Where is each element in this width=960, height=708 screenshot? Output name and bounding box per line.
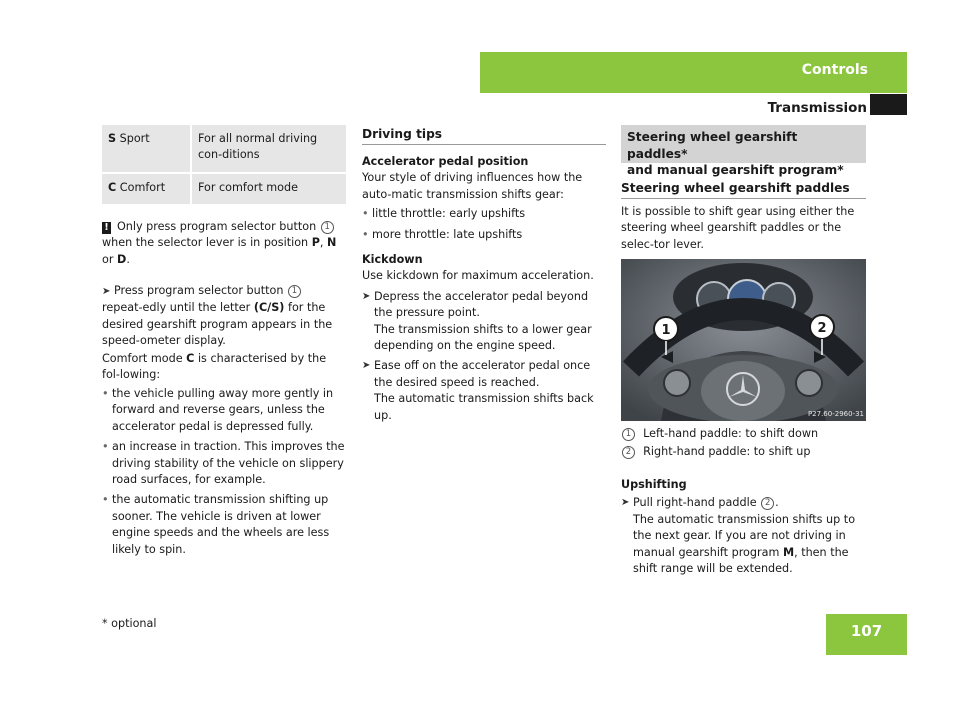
- step-result: The transmission shifts to a lower gear depending on the engine speed.: [374, 322, 592, 353]
- list-item: 2 Right-hand paddle: to shift up: [621, 444, 866, 460]
- table-row: [102, 125, 346, 173]
- instruction-step: ➤ Pull right-hand paddle 2 . The automatic transmission shifts up to the next gear. If you are not driving in manual gearshift program M, then the shift range will be extended.: [621, 495, 866, 577]
- section-heading: Steering wheel gearshift paddles: [621, 181, 850, 195]
- subheading: Accelerator pedal position: [362, 155, 529, 168]
- step-result: The automatic transmission shifts up to the next gear. If you are not driving in manual gearshift program M, then the shift range will be extended.: [633, 512, 856, 576]
- mode-name: Sport: [119, 132, 150, 145]
- footnote: * optional: [102, 617, 157, 630]
- list-item: • the vehicle pulling away more gently in forward and reverse gears, unless the accelerator pedal is depressed fully.: [102, 387, 334, 433]
- mode-letter: C: [108, 180, 117, 194]
- callout-2-label: 2: [817, 321, 827, 336]
- instruction-step: ➤ Depress the accelerator pedal beyond the pressure point. The transmission shifts to a lower gear depending on the engine speed.: [362, 289, 606, 355]
- section-heading: Driving tips: [362, 127, 443, 141]
- list-item: • more throttle: late upshifts: [362, 227, 523, 241]
- page-title: Transmission: [767, 100, 867, 116]
- mode-description: For comfort mode: [191, 173, 346, 204]
- section-label: Controls: [801, 62, 868, 78]
- arrow-icon: ➤: [621, 497, 630, 509]
- arrow-icon: ➤: [102, 286, 111, 297]
- table-row: [102, 173, 346, 204]
- callout-1-label: 1: [661, 323, 671, 338]
- option-heading-box: Steering wheel gearshift paddles* and manual gearshift program*: [621, 125, 866, 163]
- arrow-icon: ➤: [362, 290, 371, 302]
- page-number: 107: [850, 622, 883, 640]
- callout-1-icon: 1: [288, 285, 301, 298]
- comfort-bullet-list: [102, 386, 346, 558]
- comfort-intro: Comfort mode C is characterised by the fol-lowing:: [102, 352, 327, 382]
- callout-1-icon: 1: [622, 428, 635, 441]
- list-item: • an increase in traction. This improves the driving stability of the vehicle on slippery road surfaces, for example.: [102, 440, 345, 487]
- callout-1-icon: 1: [321, 221, 334, 234]
- arrow-icon: ➤: [362, 360, 371, 372]
- step-result: The automatic transmission shifts back up.: [374, 392, 594, 422]
- warning-icon: !: [102, 222, 111, 234]
- header-tab-marker: [870, 94, 907, 115]
- paragraph: Your style of driving influences how the auto-matic transmission shifts gear:: [362, 171, 583, 201]
- driving-tips-body: [362, 154, 606, 424]
- mode-description: For all normal driving con-ditions: [191, 125, 346, 173]
- callout-2-icon: 2: [622, 446, 635, 459]
- mode-name: Comfort: [119, 180, 166, 194]
- program-mode-table: [102, 125, 346, 204]
- subheading: Kickdown: [362, 253, 423, 267]
- paragraph: It is possible to shift gear using either the steering wheel gearshift paddles or the selec-tor lever.: [621, 205, 855, 251]
- callout-legend: [621, 426, 866, 461]
- instruction-step: ➤ Press program selector button 1 repeat-edly until the letter (C/S) for the desired gearshift program appears in the speed-ometer display.: [102, 284, 333, 348]
- upshifting-section: [621, 477, 866, 577]
- divider: [621, 198, 866, 199]
- paragraph: Use kickdown for maximum acceleration.: [362, 269, 594, 283]
- subheading: Upshifting: [621, 478, 687, 491]
- list-item: 1 Left-hand paddle: to shift down: [621, 426, 866, 442]
- callout-2-icon: 2: [761, 497, 774, 510]
- photo-code: P27.60-2960-31: [807, 410, 864, 418]
- warning-note: ! Only press program selector button 1 when the selector lever is in position P, N or D.: [102, 220, 337, 266]
- list-item: • the automatic transmission shifting up sooner. The vehicle is driven at lower engine speeds and the wheels are less likely to spin.: [102, 493, 330, 556]
- list-item: • little throttle: early upshifts: [362, 207, 526, 221]
- divider: [362, 144, 606, 145]
- mode-letter: S: [108, 132, 117, 145]
- steering-wheel-photo: [621, 259, 866, 421]
- instruction-step: ➤ Ease off on the accelerator pedal once the desired speed is reached. The automatic transmission shifts back up.: [362, 358, 606, 424]
